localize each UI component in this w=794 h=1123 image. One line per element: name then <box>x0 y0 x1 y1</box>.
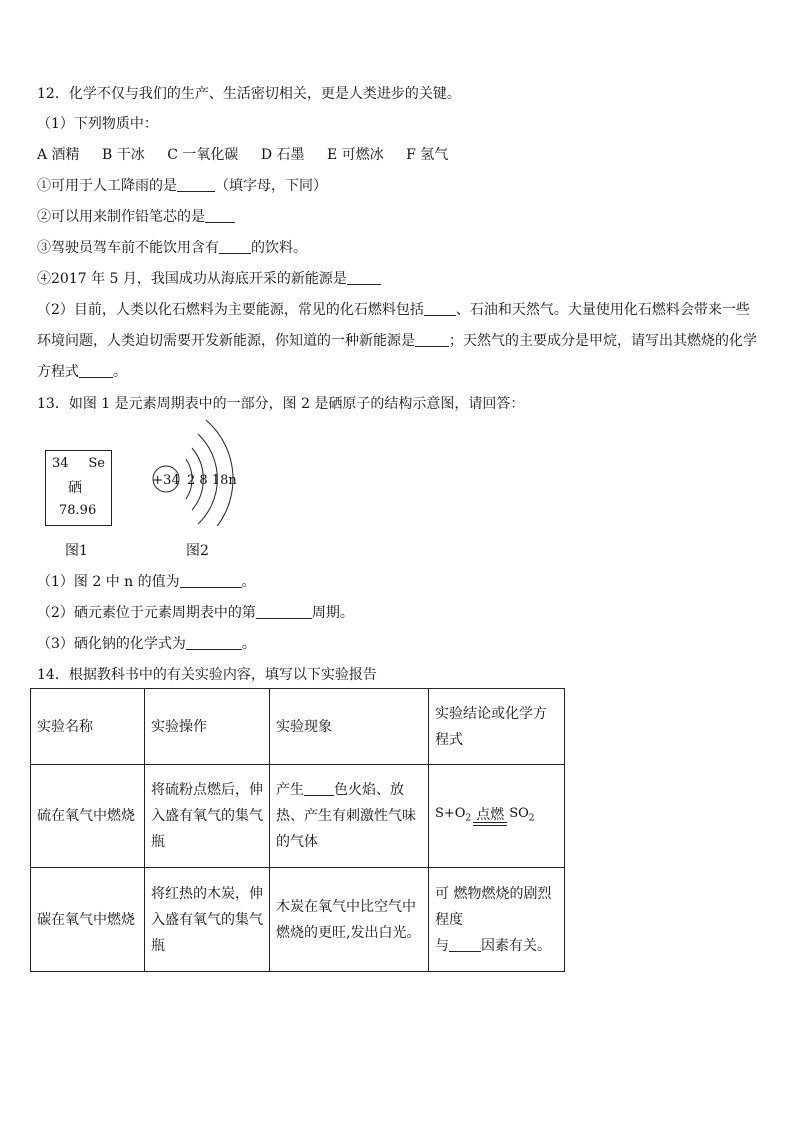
header-phenomenon: 实验现象 <box>270 689 429 765</box>
answer-blank[interactable] <box>79 363 113 378</box>
answer-blank[interactable] <box>304 781 334 796</box>
table-row <box>31 868 565 972</box>
choice-d: D 石墨 <box>260 147 305 163</box>
q12-item-2: ②可以用来制作铅笔芯的是 <box>37 207 235 227</box>
table-row <box>31 765 565 868</box>
answer-blank[interactable] <box>186 635 242 650</box>
answer-blank[interactable] <box>256 604 312 619</box>
row1-equation <box>429 765 565 868</box>
answer-blank[interactable] <box>180 573 242 588</box>
choice-f: F 氢气 <box>406 147 449 163</box>
row2-phenomenon: 木炭在氧气中比空气中燃烧的更旺,发出白光。 <box>270 868 429 972</box>
q13-sub3: （3）硒化钠的化学式为 。 <box>37 636 256 652</box>
figure-1-caption: 图1 <box>65 543 88 559</box>
q12-part1-label: （1）下列物质中： <box>37 116 158 132</box>
experiment-report-table <box>30 688 565 972</box>
atom-structure-diagram <box>150 416 250 526</box>
answer-blank[interactable] <box>177 177 215 192</box>
electron-counts: 2 8 18n <box>187 473 237 488</box>
row1-phenomenon: 产生 色火焰、放热、产生有刺激性气味的气体 <box>270 765 429 868</box>
choice-a: A 酒精 <box>37 147 80 163</box>
row2-conclusion: 可 燃物燃烧的剧烈程度 与 因素有关。 <box>429 868 565 972</box>
atomic-mass: 78.96 <box>59 503 97 518</box>
atomic-number: 34 <box>52 456 69 471</box>
reaction-condition: 点燃 <box>476 806 505 823</box>
row1-name: 硫在氧气中燃烧 <box>31 765 145 868</box>
q13-title: 13．如图 1 是元素周期表中的一部分，图 2 是硒原子的结构示意图，请回答： <box>37 396 525 412</box>
choice-e: E 可燃冰 <box>326 147 384 163</box>
table-header-row <box>31 689 565 765</box>
choice-c: C 一氧化碳 <box>167 147 239 163</box>
element-symbol: Se <box>88 456 105 471</box>
answer-blank[interactable] <box>449 937 481 952</box>
q12-choices <box>37 145 466 165</box>
q14-title: 14．根据教科书中的有关实验内容，填写以下实验报告 <box>37 667 377 683</box>
element-name: 硒 <box>68 480 82 496</box>
answer-blank[interactable] <box>205 208 235 223</box>
q12-part2-line3: 方程式 。 <box>37 364 127 380</box>
header-conclusion: 实验结论或化学方程式 <box>429 689 565 765</box>
equals-sign <box>473 822 507 826</box>
q12-item-4: ④2017 年 5 月，我国成功从海底开采的新能源是 <box>37 269 381 289</box>
row2-operation: 将红热的木炭，伸入盛有氧气的集气瓶 <box>145 868 270 972</box>
answer-blank[interactable] <box>219 239 251 254</box>
chemical-equation: $S+O_2$ 点燃 $SO_2$ <box>435 806 535 824</box>
q12-item-1: ①可用于人工降雨的是 （填字母，下同） <box>37 178 327 194</box>
figure-2-caption: 图2 <box>186 543 209 559</box>
q13-sub2: （2）硒元素位于元素周期表中的第 周期。 <box>37 605 354 621</box>
choice-b: B 干冰 <box>102 147 145 163</box>
answer-blank[interactable] <box>424 301 456 316</box>
periodic-table-cell <box>45 450 112 526</box>
answer-blank[interactable] <box>347 270 381 285</box>
q12-item-3: ③驾驶员驾车前不能饮用含有 的饮料。 <box>37 240 307 256</box>
nucleus-charge: +34 <box>152 473 180 488</box>
q12-title: 12．化学不仅与我们的生产、生活密切相关，更是人类进步的关键。 <box>37 86 461 102</box>
row1-operation: 将硫粉点燃后，伸入盛有氧气的集气瓶 <box>145 765 270 868</box>
q12-part2-line1: （2）目前，人类以化石燃料为主要能源，常见的化石燃料包括 、石油和天然气。大量使用化石燃料会带来一些 <box>37 302 750 318</box>
q13-sub1: （1）图 2 中 n 的值为 。 <box>37 574 256 590</box>
header-name: 实验名称 <box>31 689 145 765</box>
row2-name: 碳在氧气中燃烧 <box>31 868 145 972</box>
answer-blank[interactable] <box>415 332 449 347</box>
q12-part2-line2: 环境问题，人类迫切需要开发新能源，你知道的一种新能源是 ；天然气的主要成分是甲烷，请写出其燃烧的化学 <box>37 333 757 349</box>
header-operation: 实验操作 <box>145 689 270 765</box>
